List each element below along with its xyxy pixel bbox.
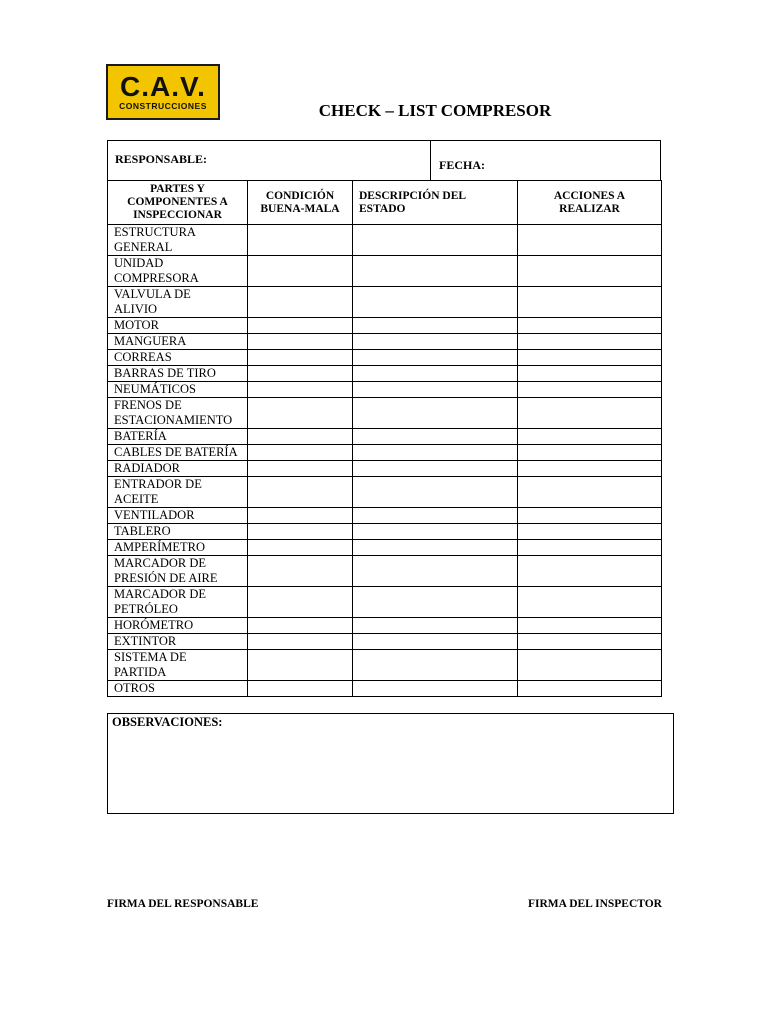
table-row — [108, 524, 662, 540]
component-cell: AMPERÍMETRO — [108, 540, 248, 556]
header-box — [107, 140, 661, 181]
actions-cell[interactable] — [518, 287, 662, 318]
description-cell[interactable] — [353, 334, 518, 350]
component-cell: VENTILADOR — [108, 508, 248, 524]
table-header-row — [108, 181, 662, 225]
table-row — [108, 318, 662, 334]
column-header-actions: ACCIONES A REALIZAR — [518, 181, 662, 225]
component-cell: UNIDAD COMPRESORA — [108, 256, 248, 287]
table-row — [108, 398, 662, 429]
actions-cell[interactable] — [518, 334, 662, 350]
actions-cell[interactable] — [518, 650, 662, 681]
description-cell[interactable] — [353, 225, 518, 256]
logo-text: C.A.V. — [120, 70, 206, 102]
condition-cell[interactable] — [248, 508, 353, 524]
column-header-condition: CONDICIÓN BUENA-MALA — [248, 181, 353, 225]
actions-cell[interactable] — [518, 524, 662, 540]
table-row — [108, 445, 662, 461]
column-header-parts: PARTES Y COMPONENTES A INSPECCIONAR — [108, 181, 248, 225]
table-row — [108, 650, 662, 681]
document-title: CHECK – LIST COMPRESOR — [318, 101, 552, 120]
table-row — [108, 287, 662, 318]
table-row — [108, 587, 662, 618]
table-row — [108, 540, 662, 556]
table-row — [108, 225, 662, 256]
table-row — [108, 350, 662, 366]
condition-cell[interactable] — [248, 350, 353, 366]
table-row — [108, 681, 662, 697]
table-row — [108, 429, 662, 445]
actions-cell[interactable] — [518, 634, 662, 650]
observations-box — [107, 713, 674, 814]
component-cell: MARCADOR DE PRESIÓN DE AIRE — [108, 556, 248, 587]
table-row — [108, 334, 662, 350]
description-cell[interactable] — [353, 508, 518, 524]
actions-cell[interactable] — [518, 350, 662, 366]
condition-cell[interactable] — [248, 318, 353, 334]
observations-label: OBSERVACIONES: — [112, 715, 223, 729]
component-cell: FRENOS DE ESTACIONAMIENTO — [108, 398, 248, 429]
actions-cell[interactable] — [518, 366, 662, 382]
description-cell[interactable] — [353, 477, 518, 508]
condition-cell[interactable] — [248, 225, 353, 256]
description-cell[interactable] — [353, 540, 518, 556]
condition-cell[interactable] — [248, 445, 353, 461]
condition-cell[interactable] — [248, 429, 353, 445]
actions-cell[interactable] — [518, 445, 662, 461]
table-row — [108, 461, 662, 477]
condition-cell[interactable] — [248, 650, 353, 681]
component-cell: TABLERO — [108, 524, 248, 540]
condition-cell[interactable] — [248, 556, 353, 587]
component-cell: CORREAS — [108, 350, 248, 366]
component-cell: HORÓMETRO — [108, 618, 248, 634]
table-row — [108, 382, 662, 398]
column-header-description: DESCRIPCIÓN DEL ESTADO — [353, 181, 518, 225]
table-row — [108, 256, 662, 287]
responsable-label: RESPONSABLE: — [115, 152, 208, 166]
description-cell[interactable] — [353, 618, 518, 634]
description-cell[interactable] — [353, 681, 518, 697]
signature-inspector: FIRMA DEL INSPECTOR — [528, 898, 662, 910]
actions-cell[interactable] — [518, 256, 662, 287]
fecha-label: FECHA: — [439, 158, 485, 172]
table-row — [108, 618, 662, 634]
component-cell: VALVULA DE ALIVIO — [108, 287, 248, 318]
condition-cell[interactable] — [248, 524, 353, 540]
logo-subtext: CONSTRUCCIONES — [119, 100, 207, 111]
actions-cell[interactable] — [518, 477, 662, 508]
description-cell[interactable] — [353, 587, 518, 618]
description-cell[interactable] — [353, 382, 518, 398]
actions-cell[interactable] — [518, 225, 662, 256]
description-cell[interactable] — [353, 398, 518, 429]
header-divider — [430, 141, 431, 180]
condition-cell[interactable] — [248, 540, 353, 556]
table-row — [108, 477, 662, 508]
description-cell[interactable] — [353, 634, 518, 650]
component-cell: CABLES DE BATERÍA — [108, 445, 248, 461]
description-cell[interactable] — [353, 350, 518, 366]
description-cell[interactable] — [353, 650, 518, 681]
table-row — [108, 366, 662, 382]
description-cell[interactable] — [353, 445, 518, 461]
condition-cell[interactable] — [248, 382, 353, 398]
component-cell: MOTOR — [108, 318, 248, 334]
component-cell: EXTINTOR — [108, 634, 248, 650]
component-cell: BARRAS DE TIRO — [108, 366, 248, 382]
component-cell: SISTEMA DE PARTIDA — [108, 650, 248, 681]
actions-cell[interactable] — [518, 398, 662, 429]
condition-cell[interactable] — [248, 618, 353, 634]
condition-cell[interactable] — [248, 287, 353, 318]
component-cell: BATERÍA — [108, 429, 248, 445]
component-cell: ENTRADOR DE ACEITE — [108, 477, 248, 508]
actions-cell[interactable] — [518, 429, 662, 445]
actions-cell[interactable] — [518, 618, 662, 634]
condition-cell[interactable] — [248, 398, 353, 429]
signature-responsable: FIRMA DEL RESPONSABLE — [107, 898, 259, 910]
description-cell[interactable] — [353, 524, 518, 540]
component-cell: MARCADOR DE PETRÓLEO — [108, 587, 248, 618]
actions-cell[interactable] — [518, 556, 662, 587]
condition-cell[interactable] — [248, 634, 353, 650]
component-cell: NEUMÁTICOS — [108, 382, 248, 398]
component-cell: OTROS — [108, 681, 248, 697]
inspection-table — [107, 180, 662, 697]
condition-cell[interactable] — [248, 681, 353, 697]
description-cell[interactable] — [353, 556, 518, 587]
actions-cell[interactable] — [518, 681, 662, 697]
table-row — [108, 634, 662, 650]
actions-cell[interactable] — [518, 587, 662, 618]
description-cell[interactable] — [353, 318, 518, 334]
description-cell[interactable] — [353, 256, 518, 287]
condition-cell[interactable] — [248, 366, 353, 382]
table-row — [108, 508, 662, 524]
actions-cell[interactable] — [518, 540, 662, 556]
actions-cell[interactable] — [518, 382, 662, 398]
actions-cell[interactable] — [518, 508, 662, 524]
condition-cell[interactable] — [248, 334, 353, 350]
table-row — [108, 556, 662, 587]
condition-cell[interactable] — [248, 461, 353, 477]
condition-cell[interactable] — [248, 477, 353, 508]
actions-cell[interactable] — [518, 318, 662, 334]
description-cell[interactable] — [353, 366, 518, 382]
component-cell: RADIADOR — [108, 461, 248, 477]
description-cell[interactable] — [353, 461, 518, 477]
component-cell: MANGUERA — [108, 334, 248, 350]
actions-cell[interactable] — [518, 461, 662, 477]
description-cell[interactable] — [353, 429, 518, 445]
component-cell: ESTRUCTURA GENERAL — [108, 225, 248, 256]
description-cell[interactable] — [353, 287, 518, 318]
condition-cell[interactable] — [248, 256, 353, 287]
condition-cell[interactable] — [248, 587, 353, 618]
